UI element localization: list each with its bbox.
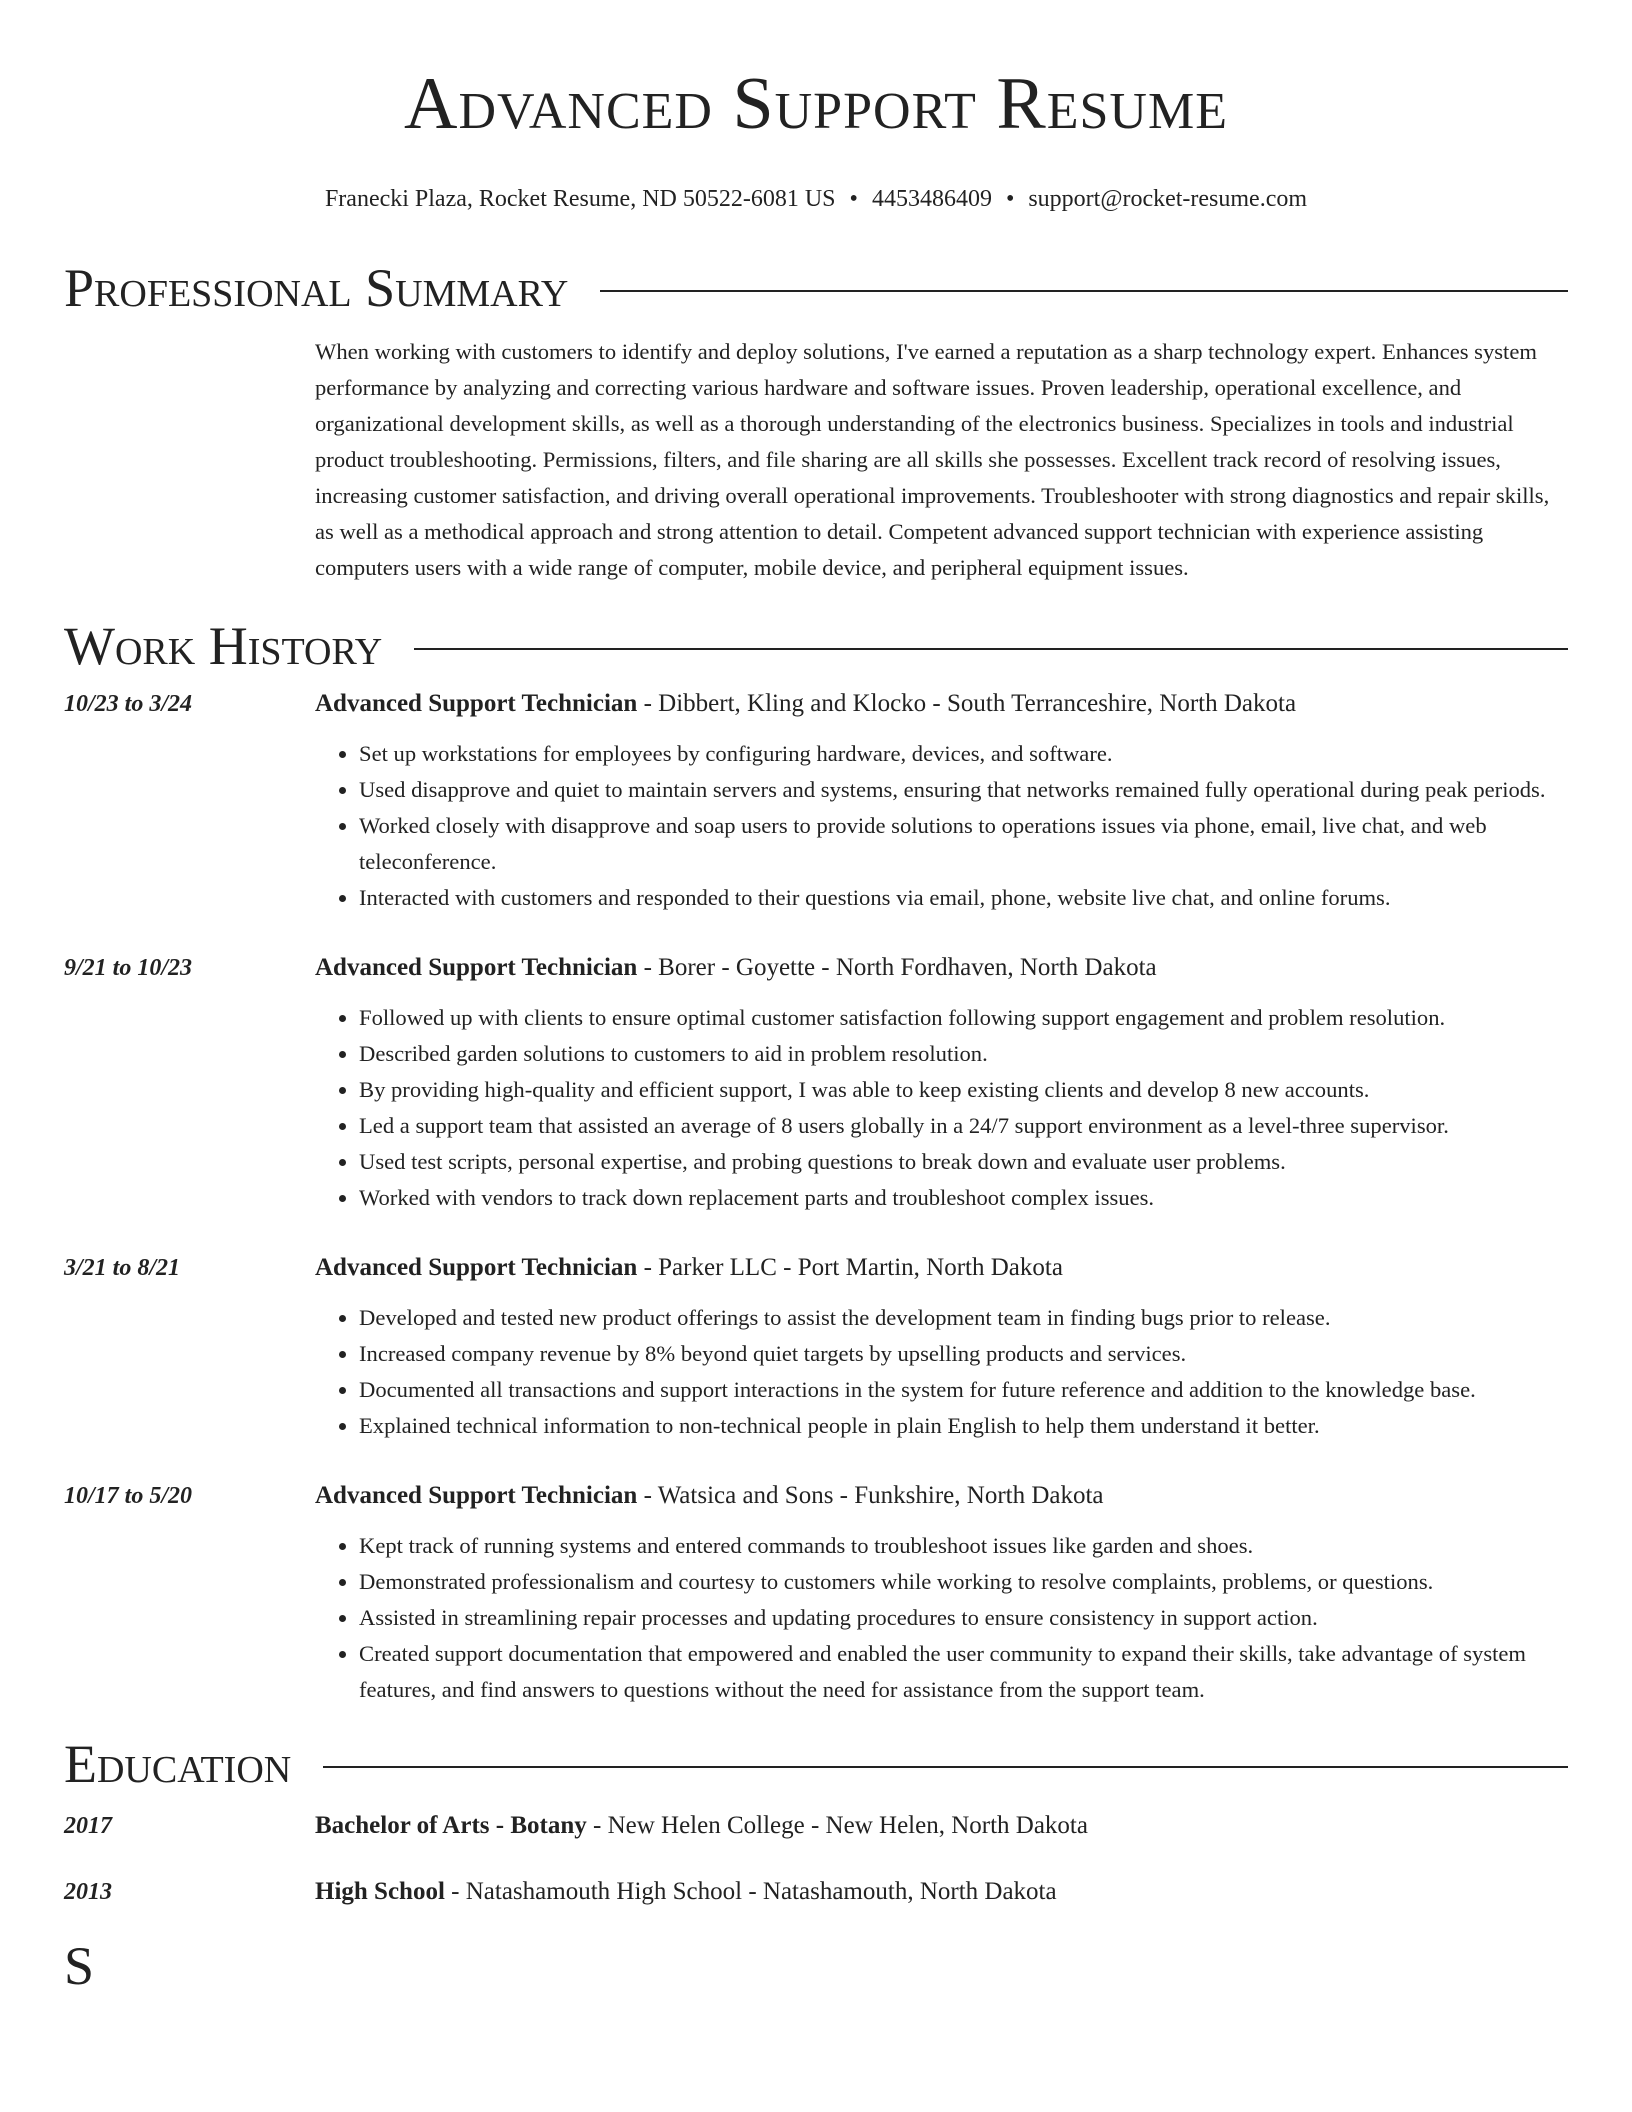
education-heading: Education	[64, 1734, 292, 1794]
contact-address: Franecki Plaza, Rocket Resume, ND 50522-6081 US	[324, 186, 836, 212]
job-details: - Borer - Goyette - North Fordhaven, North Dakota	[637, 954, 1157, 981]
job-details: - Parker LLC - Port Martin, North Dakota	[637, 1254, 1063, 1281]
job-bullets	[315, 1300, 1568, 1444]
job-bullet: • Kept track of running systems and entered commands to troubleshoot issues like garden and shoes.	[359, 1528, 1568, 1564]
job-title: Advanced Support Technician	[315, 690, 638, 717]
job-title: Advanced Support Technician	[315, 1482, 638, 1509]
education-degree: Bachelor of Arts - Botany	[315, 1812, 587, 1839]
next-section-heading-partial: S	[64, 1936, 95, 1996]
education-year: 2013	[64, 1879, 112, 1905]
contact-separator: •	[1005, 186, 1015, 212]
job-bullet: • Used test scripts, personal expertise, and probing questions to break down and evaluate user problems.	[359, 1144, 1568, 1180]
job-title: Advanced Support Technician	[315, 954, 638, 981]
job-bullet: • Developed and tested new product offerings to assist the development team in finding bugs prior to release.	[359, 1300, 1568, 1336]
education-heading-line	[315, 1812, 1088, 1840]
job-bullets	[315, 736, 1568, 916]
section-divider	[600, 290, 1568, 292]
job-heading	[315, 1254, 1063, 1282]
job-bullet: • Documented all transactions and support interactions in the system for future reference and addition to the knowledge base.	[359, 1372, 1568, 1408]
job-bullet: • Assisted in streamlining repair processes and updating procedures to ensure consistency in support action.	[359, 1600, 1568, 1636]
education-details: - New Helen College - New Helen, North Dakota	[586, 1812, 1088, 1839]
section-divider	[323, 1766, 1568, 1768]
job-bullets	[315, 1000, 1568, 1216]
summary-section-header	[64, 258, 1568, 318]
resume-title: Advanced Support Resume	[404, 63, 1228, 145]
contact-line	[64, 184, 1568, 214]
job-bullet: • By providing high-quality and efficient support, I was able to keep existing clients and develop 8 new accounts.	[359, 1072, 1568, 1108]
job-heading	[315, 954, 1157, 982]
job-bullet: • Worked with vendors to track down replacement parts and troubleshoot complex issues.	[359, 1180, 1568, 1216]
education-year: 2017	[64, 1813, 112, 1839]
job-bullet: • Followed up with clients to ensure optimal customer satisfaction following support engagement and problem resolution.	[359, 1000, 1568, 1036]
job-bullet: • Created support documentation that empowered and enabled the user community to expand their skills, take advantage of system features, and find answers to questions without the need for assistance from the support team.	[359, 1636, 1568, 1708]
job-bullet: • Set up workstations for employees by configuring hardware, devices, and software.	[359, 736, 1568, 772]
education-section-header	[64, 1734, 1568, 1794]
job-entry	[64, 1482, 1568, 1708]
job-dates: 3/21 to 8/21	[64, 1255, 181, 1281]
work-section-header	[64, 616, 1568, 676]
education-details: - Natashamouth High School - Natashamouth, North Dakota	[444, 1878, 1057, 1905]
education-degree: High School	[315, 1878, 445, 1905]
work-heading: Work History	[64, 616, 383, 676]
job-dates: 10/23 to 3/24	[64, 691, 193, 717]
education-heading-line	[315, 1878, 1057, 1906]
job-bullets	[315, 1528, 1568, 1708]
summary-heading: Professional Summary	[64, 258, 569, 318]
contact-email: support@rocket-resume.com	[1028, 186, 1308, 212]
job-bullet: • Led a support team that assisted an average of 8 users globally in a 24/7 support environment as a level-three supervisor.	[359, 1108, 1568, 1144]
job-bullet: • Described garden solutions to customers to aid in problem resolution.	[359, 1036, 1568, 1072]
job-entry	[64, 690, 1568, 916]
job-dates: 10/17 to 5/20	[64, 1483, 193, 1509]
job-bullet: • Increased company revenue by 8% beyond quiet targets by upselling products and services.	[359, 1336, 1568, 1372]
summary-text: When working with customers to identify and deploy solutions, I've earned a reputation as a sharp technology expert. Enhances system performance by analyzing and correcting various hardware and software issues. Proven leadership, operational excellence, and organizational development skills, as well as a thorough understanding of the electronics business. Specializes in tools and industrial product troubleshooting. Permissions, filters, and file sharing are all skills she possesses. Excellent track record of resolving issues, increasing customer satisfaction, and driving overall operational improvements. Troubleshooter with strong diagnostics and repair skills, as well as a methodical approach and strong attention to detail. Competent advanced support technician with experience assisting computers users with a wide range of computer, mobile device, and peripheral equipment issues.	[315, 339, 1550, 580]
job-bullet: • Demonstrated professionalism and courtesy to customers while working to resolve complaints, problems, or questions.	[359, 1564, 1568, 1600]
job-bullet: • Explained technical information to non-technical people in plain English to help them understand it better.	[359, 1408, 1568, 1444]
job-heading	[315, 1482, 1104, 1510]
job-entry	[64, 954, 1568, 1216]
job-details: - Dibbert, Kling and Klocko - South Terranceshire, North Dakota	[637, 690, 1297, 717]
job-bullet: • Worked closely with disapprove and soap users to provide solutions to operations issues via phone, email, live chat, and web teleconference.	[359, 808, 1568, 880]
job-details: - Watsica and Sons - Funkshire, North Dakota	[637, 1482, 1104, 1509]
job-entry	[64, 1254, 1568, 1444]
section-divider	[414, 648, 1568, 650]
education-entry	[64, 1812, 1568, 1840]
job-heading	[315, 690, 1296, 718]
contact-separator: •	[849, 186, 858, 212]
job-bullet: • Used disapprove and quiet to maintain servers and systems, ensuring that networks remained fully operational during peak periods.	[359, 772, 1568, 808]
job-title: Advanced Support Technician	[315, 1254, 638, 1281]
job-dates: 9/21 to 10/23	[64, 955, 193, 981]
job-bullet: • Interacted with customers and responded to their questions via email, phone, website live chat, and online forums.	[359, 880, 1568, 916]
contact-phone: 4453486409	[871, 186, 992, 212]
education-entry	[64, 1878, 1568, 1906]
